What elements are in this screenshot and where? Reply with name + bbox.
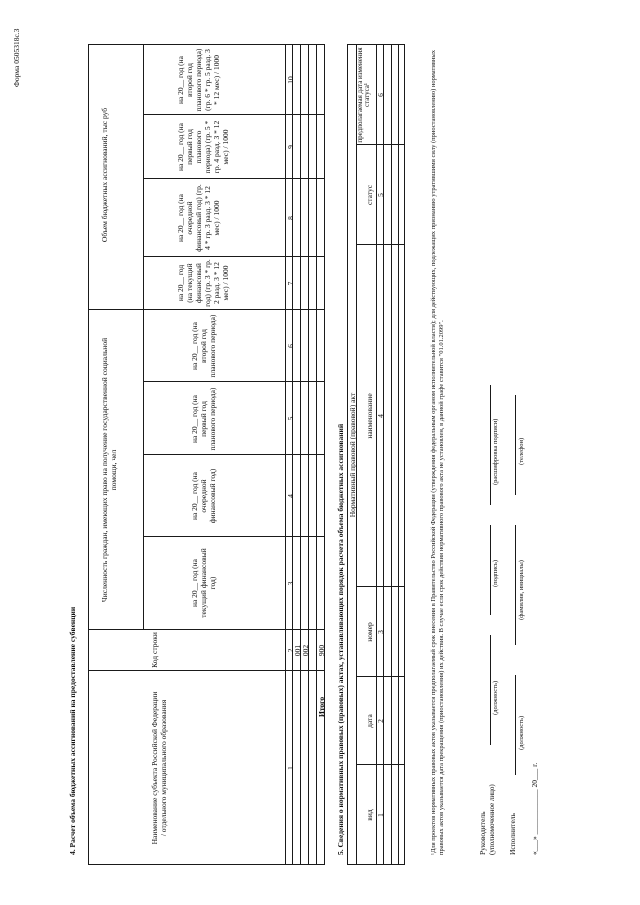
s5-colnum-5: 5 — [376, 193, 385, 197]
signature-sign: (подпись) — [492, 560, 499, 587]
signature-head: Руководитель — [478, 811, 487, 855]
header-citizens-group: Численность граждан, имеющих право на получение государственной социальной помощи, чел — [100, 337, 118, 603]
header-budget-plan2: на 20__ год (на второй год планового периода) (гр. 6 * гр. 5 разд. 3 * 12 мес) / 1000 — [176, 48, 221, 112]
footnote: ¹Для проектов нормативных правовых актов указывается предполагаемый срок внесения в Правительство Российской Федерации (утверждения федеральным органом исполнительной власти); для действующих, подлежащих признанию утратившими силу (приостановлению) нормативных правовых актов указывается дата прекращения (приостановления) их действия. В случае если срок действия нормативного правового акта не установлен, в данной графе ставится "01.01.2099". — [430, 49, 445, 855]
s5-header-date: дата — [365, 714, 374, 728]
signature-position: (должность) — [492, 680, 499, 715]
s5-header-number: номер — [365, 622, 374, 642]
s5-header-name: наименование — [365, 393, 374, 439]
colnum-10: 10 — [286, 76, 295, 84]
colnum-4: 4 — [286, 494, 295, 498]
row-code-002: 002 — [301, 644, 310, 657]
row-code-001: 001 — [293, 644, 302, 657]
header-subject: Наименование субъекта Российской Федерации / отдельного муниципального образования — [150, 691, 168, 845]
section5-group-header: Нормативный правовой (правовой) акт — [348, 392, 357, 518]
header-citizens-plan2: на 20__ год (на второй год планового периода) — [190, 314, 217, 378]
colnum-2: 2 — [286, 648, 295, 653]
signature-head-note: (уполномоченное лицо) — [488, 784, 496, 855]
s5-header-type: вид — [365, 809, 374, 821]
section4-title: 4. Расчет объема бюджетных ассигнований на предоставление субвенции — [68, 606, 77, 855]
s5-colnum-1: 1 — [376, 813, 385, 817]
signature-phone: (телефон) — [518, 437, 525, 465]
header-budget-plan1: на 20__ год (на первый год планового периода) (гр. 5 * гр. 4 разд. 3 * 12 мес) / 1000 — [176, 120, 230, 174]
header-citizens-plan1: на 20__ год (на первый год планового периода) — [190, 387, 217, 451]
header-citizens-next: на 20__ год (на очередной финансовый год) — [190, 468, 217, 524]
colnum-5: 5 — [286, 416, 295, 421]
section5-title: 5. Сведения о нормативных правовых (правовых) актах, устанавливающих порядок расчета объема бюджетных ассигнований — [336, 423, 345, 855]
colnum-6: 6 — [286, 344, 295, 348]
colnum-9: 9 — [286, 145, 295, 149]
s5-header-status: статус — [365, 184, 374, 206]
colnum-3: 3 — [286, 581, 295, 586]
signature-fio: (фамилия, инициалы) — [518, 560, 525, 620]
s5-colnum-6: 6 — [376, 93, 385, 97]
total-label: Итого — [317, 696, 326, 717]
s5-colnum-2: 2 — [376, 719, 385, 723]
s5-colnum-3: 3 — [376, 630, 385, 634]
header-budget-current: на 20__ год (на текущий финансовый год) (гр. 3 * гр. 2 разд. 3 * 12 мес) / 1000 — [176, 259, 230, 307]
colnum-7: 7 — [286, 281, 295, 286]
colnum-1: 1 — [286, 766, 295, 770]
signature-executor: Исполнитель — [508, 813, 517, 855]
header-budget-group: Объем бюджетных ассигнований, тыс руб — [100, 107, 109, 243]
header-citizens-current: на 20__ год (на текущий финансовый год) — [190, 548, 217, 618]
header-code: Код строки — [150, 632, 159, 668]
signature-date: «___» ____________ 20___ г. — [530, 762, 539, 855]
s5-colnum-4: 4 — [376, 414, 385, 418]
colnum-8: 8 — [286, 216, 295, 220]
header-budget-next: на 20__ год (на очередной финансовый год) (гр. 4 * гр. 3 разд. 3 * 12 мес) / 1000 — [176, 184, 221, 252]
signature-decoding: (расшифровка подписи) — [492, 418, 499, 485]
row-code-900: 900 — [317, 644, 326, 657]
form-code: Форма 0505318с.3 — [12, 28, 21, 87]
s5-header-status-date: предполагаемая дата изменения статуса¹ — [356, 47, 371, 143]
signature-executor-position: (должность) — [518, 715, 525, 750]
